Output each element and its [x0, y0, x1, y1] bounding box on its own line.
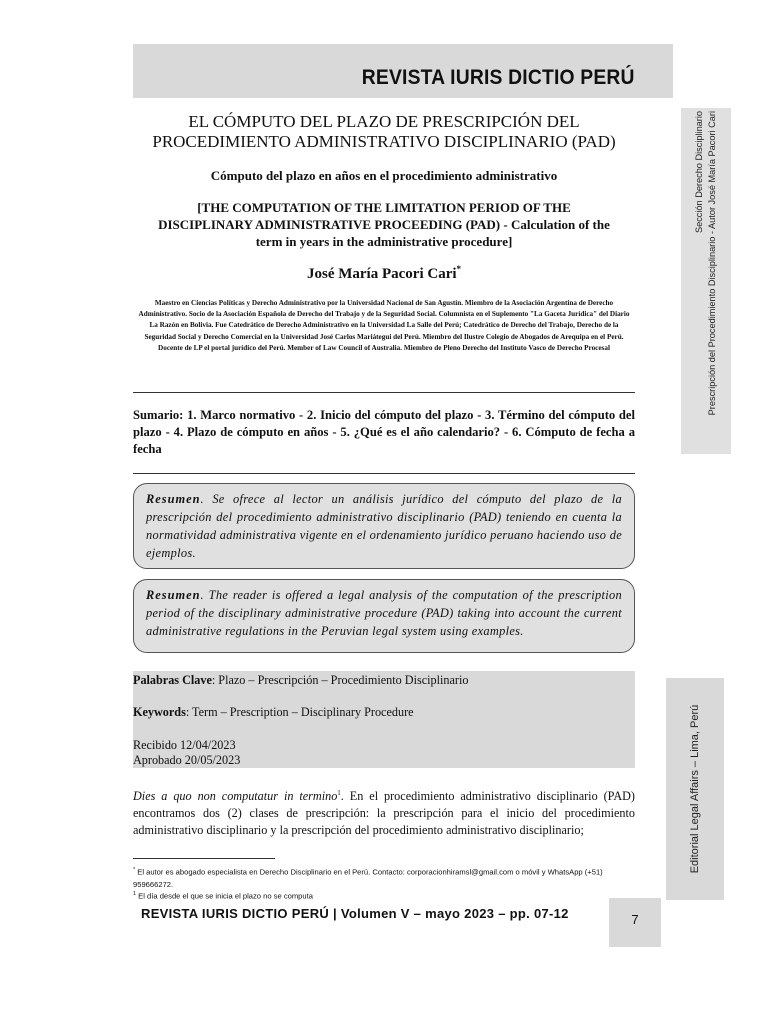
abstract-en-label: Resumen: [146, 588, 201, 602]
side-publisher-text: Editorial Legal Affairs – Lima, Perú: [689, 704, 701, 874]
title-line-2: PROCEDIMIENTO ADMINISTRATIVO DISCIPLINARIO (PAD): [152, 132, 616, 151]
keywords-en-label: Keywords: [133, 705, 186, 719]
title-line-1: EL CÓMPUTO DEL PLAZO DE PRESCRIPCIÓN DEL: [188, 112, 580, 131]
footnote-2-text: El día desde el que se inicia el plazo no se computa: [136, 891, 313, 901]
side-section-text: [693, 111, 719, 451]
journal-header: [133, 44, 673, 98]
side-tab-section: [681, 108, 731, 454]
abstract-en-text: . The reader is offered a legal analysis of the computation of the prescription period of the disciplinary administrative procedure (PAD) taking into account the current administrative regulations in the Peruvian legal system using examples.: [146, 588, 622, 638]
abstract-es-text: . Se ofrece al lector un análisis jurídico del cómputo del plazo de la prescripción del procedimiento administrativo disciplinario (PAD) teniendo en cuenta la normatividad administrativa vigente en el ordenamiento jurídico peruano haciendo uso de ejemplos.: [146, 492, 622, 560]
article-title: [133, 112, 635, 152]
divider-top: [133, 392, 635, 393]
author-footnote-mark[interactable]: *: [456, 264, 462, 274]
footnote-1-text: El autor es abogado especialista en Derecho Disciplinario en el Perú. Contacto: corporacionhiramsl@gmail.com o móvil y WhatsApp (+51) 959666272.: [133, 867, 603, 889]
abstract-spanish: [133, 483, 635, 569]
article-subtitle: Cómputo del plazo en años en el procedimiento administrativo: [210, 168, 558, 183]
footnote-2: [133, 888, 638, 903]
summary: Sumario: 1. Marco normativo - 2. Inicio del cómputo del plazo - 3. Término del cómputo del plazo - 4. Plazo de cómputo en años - 5. ¿Qué es el año calendario? - 6. Cómputo de fecha a fecha: [133, 408, 635, 456]
footnote-1-mark: *: [133, 867, 136, 873]
received-date: Recibido 12/04/2023: [133, 738, 236, 752]
latin-maxim: Dies a quo non computatur in termino: [133, 789, 338, 804]
keywords-spanish: [133, 673, 468, 688]
abstract-english: [133, 579, 635, 653]
en-title-line-2: DISCIPLINARY ADMINISTRATIVE PROCEEDING (PAD) - Calculation of the: [158, 217, 610, 232]
page-number-box: [609, 898, 661, 947]
footnote-1: [133, 864, 638, 891]
footnote-2-mark: 1: [133, 891, 137, 897]
author-text: José María Pacori Cari: [306, 266, 457, 282]
footer-citation: REVISTA IURIS DICTIO PERÚ | Volumen V – mayo 2023 – pp. 07-12: [141, 906, 569, 921]
body-paragraph: [133, 785, 635, 839]
journal-name: REVISTA IURIS DICTIO PERÚ: [362, 66, 635, 89]
side-section-name: Sección Derecho Disciplinario: [694, 111, 704, 234]
keywords-english: [133, 705, 414, 720]
keywords-es-label: Palabras Clave: [133, 673, 212, 687]
body-footnote-mark[interactable]: 1: [337, 789, 341, 797]
page-number: 7: [631, 912, 639, 927]
keywords-en-text: : Term – Prescription – Disciplinary Procedure: [185, 705, 414, 719]
author-name: [133, 264, 635, 283]
en-title-line-3: term in years in the administrative procedure]: [255, 234, 513, 249]
side-tab-publisher: [666, 678, 724, 900]
keywords-es-text: : Plazo – Prescripción – Procedimiento Disciplinario: [211, 673, 469, 687]
divider-bottom: [133, 473, 635, 474]
body-text: . En el procedimiento administrativo disciplinario (PAD) encontramos dos (2) clases de prescripción: la prescripción para el inicio del procedimiento administrativo disciplinario y la prescripción del procedimiento administrativo disciplinario;: [133, 789, 635, 838]
approved-date: Aprobado 20/05/2023: [133, 753, 241, 767]
footnote-rule: [133, 858, 275, 859]
side-article-ref: Prescripción del Procedimiento Disciplinario - Autor José María Pacori Cari: [707, 111, 717, 416]
en-title-line-1: [THE COMPUTATION OF THE LIMITATION PERIOD OF THE: [197, 200, 571, 215]
english-title: [133, 199, 635, 250]
author-affiliation: Maestro en Ciencias Políticas y Derecho Administrativo por la Universidad Nacional de San Agustín. Miembro de la Asociación Argentina de Derecho Administrativo. Socio de la Asociación Española de Derecho del Trabajo y de la Seguridad Social. Columnista en el Suplemento "La Gaceta Jurídica" del Diario La Razón en Bolivia. Fue Catedrático de Derecho Administrativo en la Universidad La Salle del Perú; Catedrático de Derecho del Trabajo, Derecho de la Seguridad Social y Derecho Comercial en la Universidad José Carlos Mariátegui del Perú. Miembro del Ilustre Colegio de Abogados de Arequipa en el Perú. Docente de LP el portal jurídico del Perú. Member of Law Council of Australia. Miembro de Pleno Derecho del Instituto Vasco de Derecho Procesal: [138, 299, 630, 352]
abstract-es-label: Resumen: [146, 492, 201, 506]
submission-dates: [133, 738, 240, 768]
